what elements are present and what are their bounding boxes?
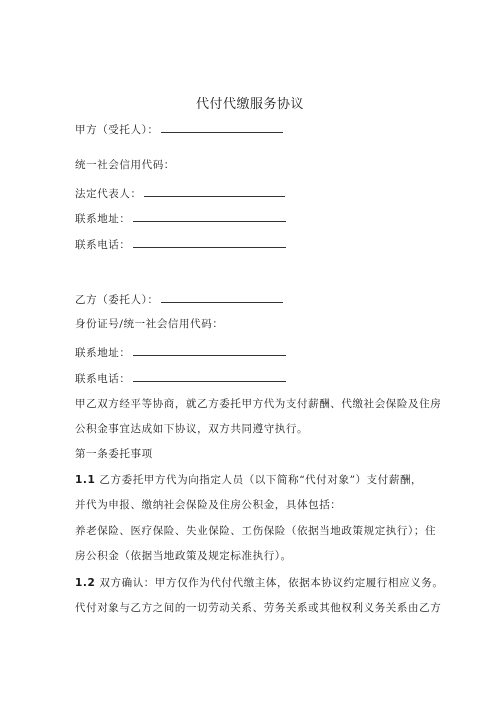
- clause-1-1-line: [75, 473, 430, 487]
- party-b-address-line: [75, 344, 286, 360]
- clause-1-2-line: 代付对象与乙方之间的一切劳动关系、劳务关系或其他权利义务关系由乙方: [75, 602, 442, 614]
- party-a-credit-code-label: 统一社会信用代码：: [75, 159, 175, 171]
- party-a-legal-rep-line: [75, 185, 285, 201]
- clause-1-1-line: 养老保险、医疗保险、失业保险、工伤保险（依据当地政策规定执行）；住: [75, 525, 437, 537]
- party-a-address-label: 联系地址：: [75, 213, 131, 225]
- party-b-address-blank[interactable]: [133, 344, 286, 356]
- party-a-address-line: [75, 210, 286, 226]
- party-a-phone-line: [75, 236, 286, 252]
- clause-1-2-number: 1.2: [75, 577, 96, 589]
- party-b-phone-label: 联系电话：: [75, 373, 131, 385]
- party-b-blank[interactable]: [161, 291, 283, 303]
- party-b-id-line: [75, 317, 223, 331]
- intro-line: 甲乙双方经平等协商，就乙方委托甲方代为支付薪酬、代缴社会保险及住房: [75, 398, 442, 410]
- clause-1-1-text: 乙方委托甲方代为向指定人员（以下简称“代付对象”）支付薪酬，: [99, 474, 423, 486]
- clause-1-2-text: 双方确认：甲方仅作为代付代缴主体，依据本协议约定履行相应义务。: [99, 577, 444, 589]
- party-b-address-label: 联系地址：: [75, 347, 131, 359]
- clause-1-1-line: 房公积金（依据当地政策及规定标准执行）。: [75, 550, 292, 562]
- party-b-id-label: 身份证号/统一社会信用代码：: [75, 318, 224, 330]
- party-a-legal-rep-blank[interactable]: [144, 185, 285, 197]
- party-b-phone-blank[interactable]: [133, 370, 286, 382]
- party-a-credit-code-line: [75, 158, 175, 172]
- article-1-heading: 第一条委托事项: [75, 448, 153, 460]
- party-b-phone-line: [75, 370, 286, 386]
- party-b-label: 乙方（委托人）：: [75, 294, 159, 306]
- intro-line: 公积金事宜达成如下协议，双方共同遵守执行。: [75, 423, 309, 435]
- party-b-line: [75, 291, 283, 307]
- party-a-legal-rep-label: 法定代表人：: [75, 188, 142, 200]
- party-a-phone-blank[interactable]: [133, 236, 286, 248]
- party-a-line: [75, 121, 283, 137]
- clause-1-1-number: 1.1: [75, 474, 96, 486]
- clause-1-2-line: [75, 576, 444, 590]
- party-a-label: 甲方（受托人）：: [75, 124, 159, 136]
- party-a-blank[interactable]: [161, 121, 283, 133]
- party-a-address-blank[interactable]: [133, 210, 286, 222]
- party-a-phone-label: 联系电话：: [75, 239, 131, 251]
- document-title: 代付代缴服务协议: [195, 97, 304, 112]
- clause-1-1-line: 并代为申报、缴纳社会保险及住房公积金，具体包括：: [75, 499, 342, 511]
